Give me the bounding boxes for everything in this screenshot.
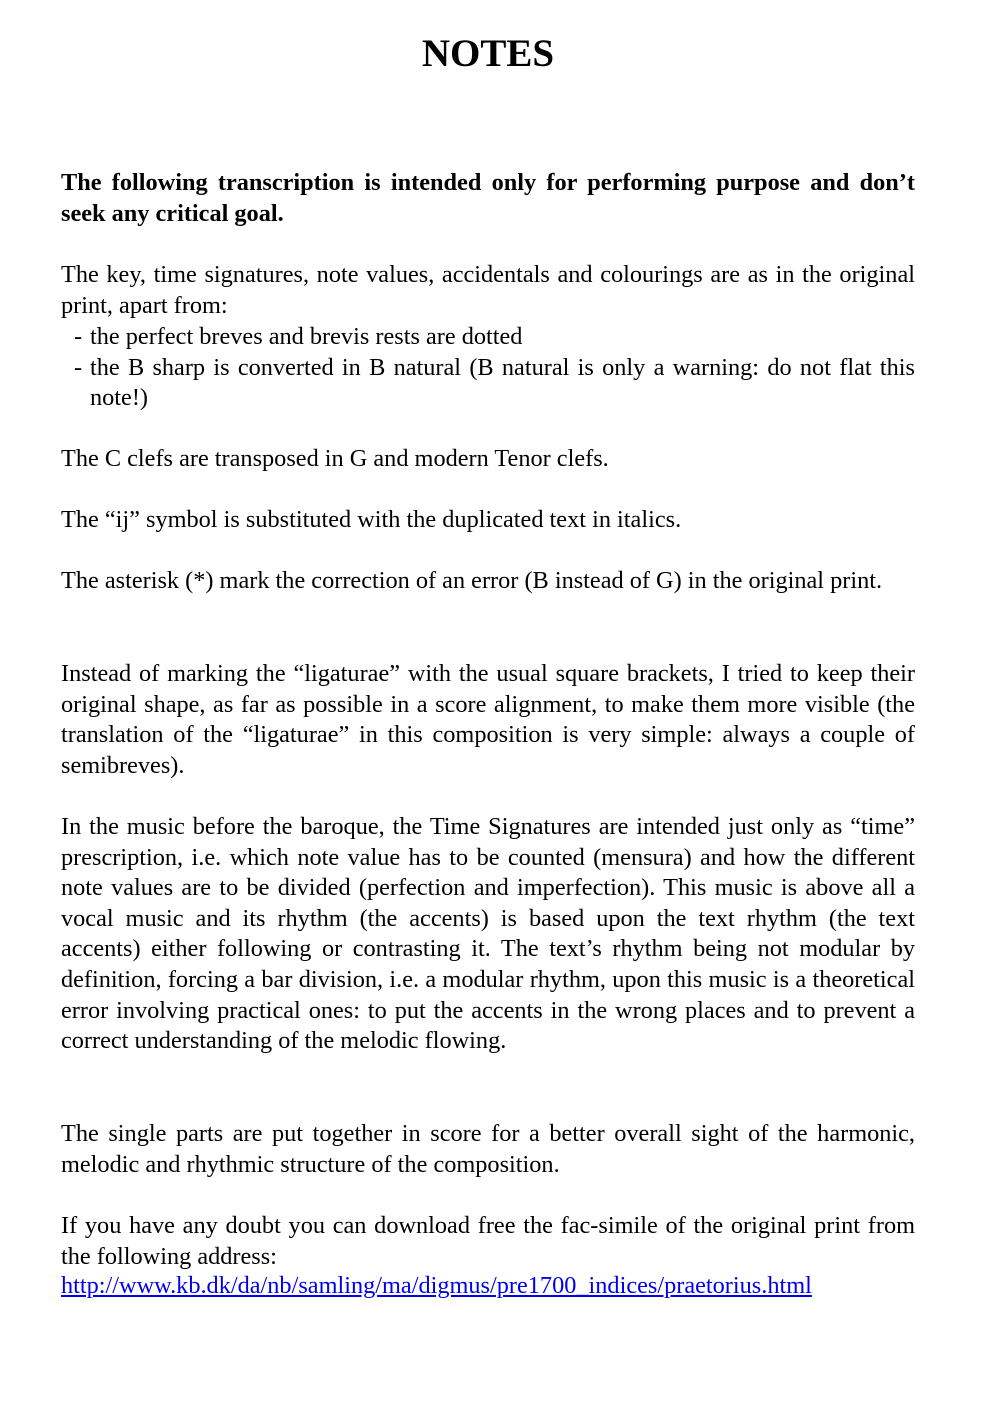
facsimile-link[interactable]: http://www.kb.dk/da/nb/samling/ma/digmus/pre1700_indices/praetorius.html [61, 1272, 812, 1299]
list-dash: - [74, 353, 83, 381]
key-paragraph: The key, time signatures, note values, accidentals and colourings are as in the original print, apart from: [61, 261, 915, 319]
clefs-paragraph: The C clefs are transposed in G and modern Tenor clefs. [61, 445, 609, 472]
list-item [61, 322, 915, 353]
page-title: NOTES [421, 32, 555, 75]
time-signatures-paragraph: In the music before the baroque, the Time Signatures are intended just only as “time” prescription, i.e. which note value has to be counted (mensura) and how the different note values are to be divided (perfection and imperfection). This music is above all a vocal music and its rhythm (the accents) is based upon the text rhythm (the text accents) either following or contrasting it. The text’s rhythm being not modular by definition, forcing a bar division, i.e. a modular rhythm, upon this music is a theoretical error involving practical ones: to put the accents in the wrong places and to prevent a correct understanding of the melodic flowing. [61, 813, 915, 1055]
list-item-text: the B sharp is converted in B natural (B natural is only a warning: do not flat this note!) [90, 353, 915, 412]
list-item [61, 353, 915, 414]
ligaturae-paragraph: Instead of marking the “ligaturae” with the usual square brackets, I tried to keep their original shape, as far as possible in a score alignment, to make them more visible (the translation of the “ligaturae” in this composition is very simple: always a couple of semibreves). [61, 660, 915, 779]
asterisk-paragraph: The asterisk (*) mark the correction of an error (B instead of G) in the original print. [61, 567, 883, 594]
list-dash: - [74, 323, 83, 350]
exceptions-list [61, 322, 915, 414]
list-item-text: the perfect breves and brevis rests are dotted [90, 323, 523, 350]
download-paragraph: If you have any doubt you can download free the fac-simile of the original print from the following address: [61, 1212, 915, 1270]
score-parts-paragraph: The single parts are put together in score for a better overall sight of the harmonic, melodic and rhythmic structure of the composition. [61, 1120, 915, 1178]
ij-symbol-paragraph: The “ij” symbol is substituted with the duplicated text in italics. [61, 506, 682, 533]
intro-paragraph: The following transcription is intended only for performing purpose and don’t seek any critical goal. [61, 169, 915, 227]
